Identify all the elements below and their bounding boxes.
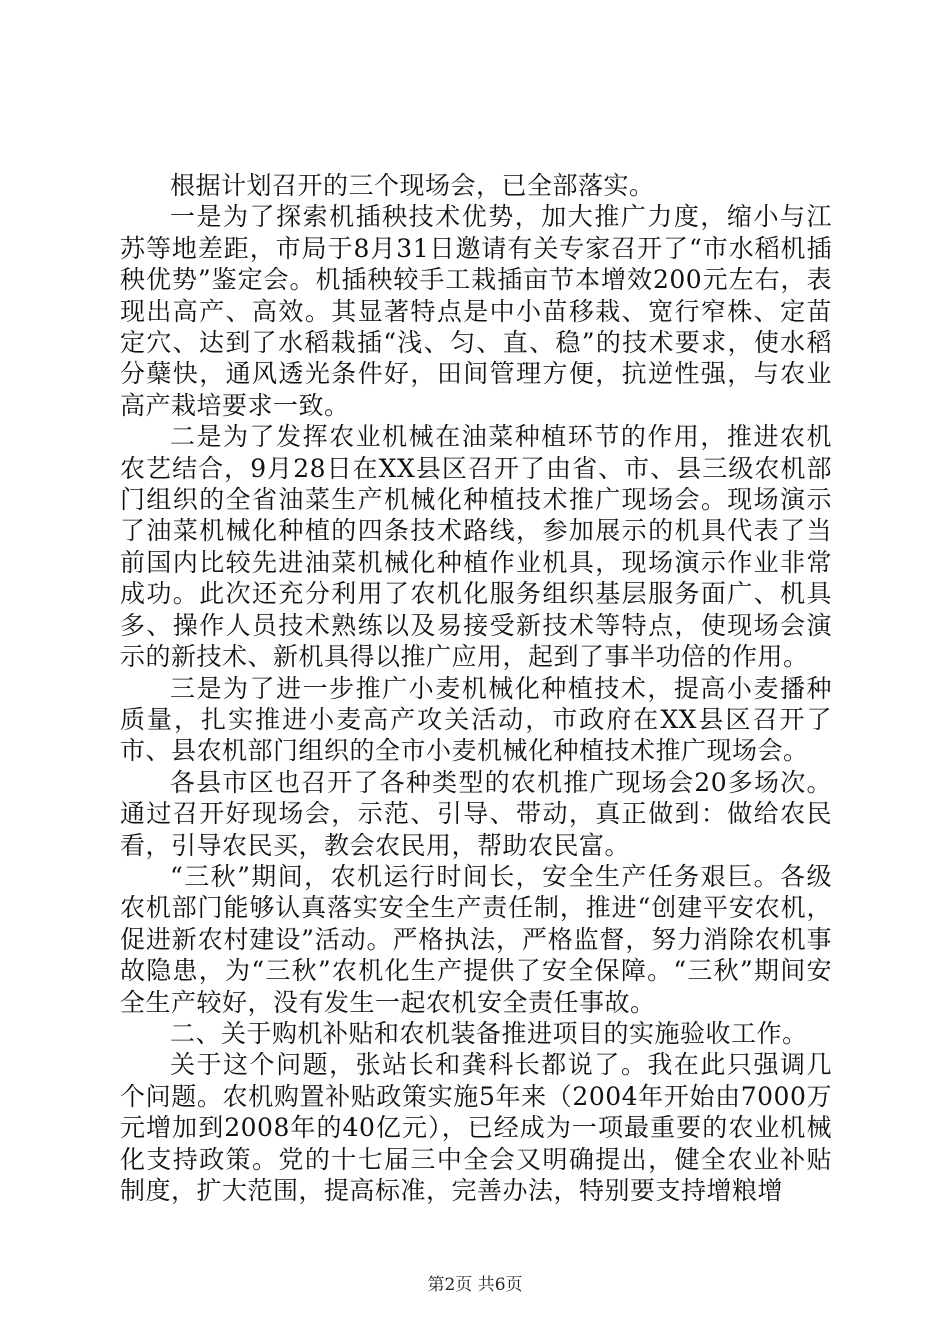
paragraph-meetings-intro: 根据计划召开的三个现场会，已全部落实。: [170, 171, 655, 200]
document-body: [120, 170, 832, 1206]
paragraph-wheat-mechanization: 三是为了进一步推广小麦机械化种植技术，提高小麦播种质量，扎实推进小麦高产攻关活动，市政府在XX县区召开了市、县农机部门组织的全市小麦机械化种植技术推广现场会。: [120, 673, 832, 766]
paragraph-subsidy-policy: 关于这个问题，张站长和龚科长都说了。我在此只强调几个问题。农机购置补贴政策实施5年来（2004年开始由7000万元增加到2008年的40亿元），已经成为一项最重要的农业机械化支持政策。党的十七届三中全会又明确提出，健全农业补贴制度，扩大范围，提高标准，完善办法，特别要支持增粮增: [120, 1050, 832, 1205]
paragraph-county-meetings: 各县市区也召开了各种类型的农机推广现场会20多场次。通过召开好现场会，示范、引导、带动，真正做到：做给农民看，引导农民买，教会农民用，帮助农民富。: [120, 767, 832, 860]
paragraph-rapeseed-mechanization: 二是为了发挥农业机械在油菜种植环节的作用，推进农机农艺结合，9月28日在XX县区召开了由省、市、县三级农机部门组织的全省油菜生产机械化种植技术推广现场会。现场演示了油菜机械化种植的四条技术路线，参加展示的机具代表了当前国内比较先进油菜机械化种植作业机具，现场演示作业非常成功。此次还充分利用了农机化服务组织基层服务面广、机具多、操作人员技术熟练以及易接受新技术等特点，使现场会演示的新技术、新机具得以推广应用，起到了事半功倍的作用。: [120, 422, 832, 672]
section-heading-subsidy: 二、关于购机补贴和农机装备推进项目的实施验收工作。: [170, 1018, 808, 1048]
paragraph-safety-production: “三秋”期间，农机运行时间长，安全生产任务艰巨。各级农机部门能够认真落实安全生产责任制，推进“创建平安农机，促进新农村建设”活动。严格执法，严格监督，努力消除农机事故隐患，为“三秋”农机化生产提供了安全保障。“三秋”期间安全生产较好，没有发生一起农机安全责任事故。: [120, 861, 832, 1017]
page-number-footer: 第2页 共6页: [427, 1275, 523, 1295]
paragraph-rice-transplanting: 一是为了探索机插秧技术优势，加大推广力度，缩小与江苏等地差距，市局于8月31日邀请有关专家召开了“市水稻机插秧优势”鉴定会。机插秧较手工栽插亩节本增效200元左右，表现出高产、高效。其显著特点是中小苗移栽、宽行窄株、定苗定穴、达到了水稻栽插“浅、匀、直、稳”的技术要求，使水稻分蘖快，通风透光条件好，田间管理方便，抗逆性强，与农业高产栽培要求一致。: [120, 202, 832, 420]
